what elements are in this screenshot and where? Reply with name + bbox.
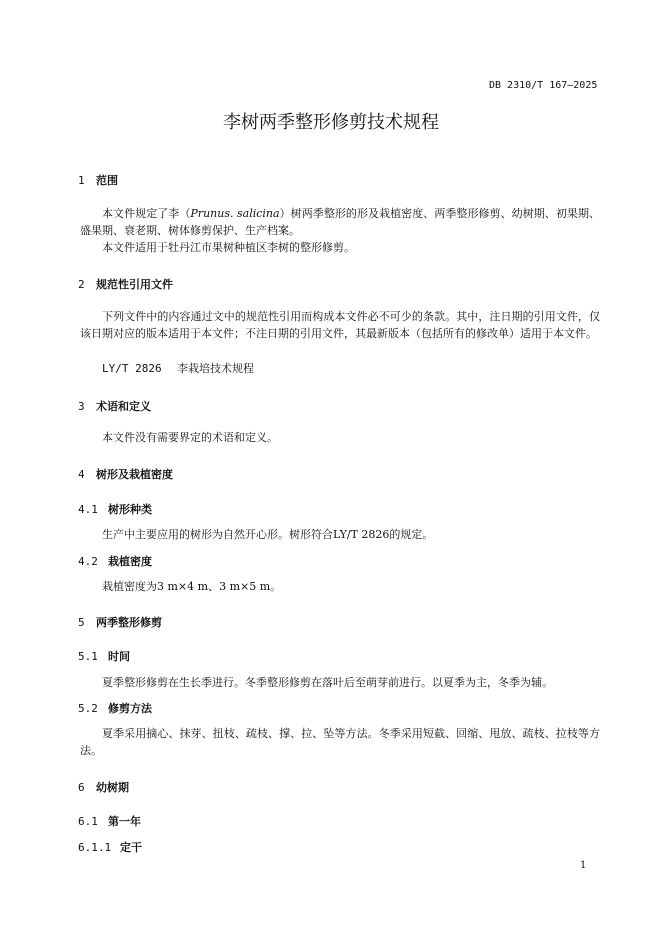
section-number: 5	[78, 616, 85, 629]
section-6-1-heading	[78, 813, 141, 829]
text: ）树两季整形的形及栽植密度、两季整形修剪、幼树期、初果期、盛果期、衰老期、树体修剪保护、生产档案。	[80, 207, 601, 237]
section-title: 树形种类	[108, 503, 152, 516]
section-6-heading	[78, 779, 129, 795]
section-title: 定干	[120, 841, 142, 854]
section-number: 6.1	[78, 815, 98, 828]
section-number: 6.1.1	[78, 841, 112, 854]
document-title: 李树两季整形修剪技术规程	[223, 112, 439, 133]
section-number: 5.2	[78, 702, 98, 715]
section-6-1-1-heading	[78, 839, 142, 855]
section-number: 4.2	[78, 555, 98, 568]
section-4-2-heading	[78, 553, 152, 569]
normative-reference	[102, 360, 254, 377]
section-title: 修剪方法	[108, 702, 152, 715]
section-1-paragraph-1	[80, 205, 600, 239]
section-5-heading	[78, 614, 162, 630]
latin-name: Prunus. salicina	[190, 207, 280, 220]
section-title: 范围	[96, 174, 118, 187]
section-number: 4.1	[78, 503, 98, 516]
section-4-1-paragraph-1: 生产中主要应用的树形为自然开心形。树形符合LY/T 2826的规定。	[102, 528, 434, 541]
section-number: 5.1	[78, 650, 98, 663]
section-1-paragraph-2: 本文件适用于牡丹江市果树种植区李树的整形修剪。	[102, 241, 355, 254]
reference-code: LY/T 2826	[102, 362, 162, 375]
section-title: 术语和定义	[96, 400, 151, 413]
section-title: 两季整形修剪	[96, 616, 162, 629]
section-title: 栽植密度	[108, 555, 152, 568]
section-number: 4	[78, 468, 85, 481]
page-number: 1	[580, 860, 587, 871]
section-3-paragraph-1: 本文件没有需要界定的术语和定义。	[102, 431, 278, 444]
section-5-1-paragraph-1: 夏季整形修剪在生长季进行。冬季整形修剪在落叶后至萌芽前进行。以夏季为主，冬季为辅。	[102, 676, 553, 689]
section-title: 第一年	[108, 815, 141, 828]
section-title: 树形及栽植密度	[96, 468, 173, 481]
section-4-heading	[78, 466, 173, 482]
section-5-2-heading	[78, 700, 152, 716]
section-1-heading	[78, 172, 118, 188]
section-number: 3	[78, 400, 85, 413]
section-4-1-heading	[78, 501, 152, 517]
section-5-1-heading	[78, 648, 130, 664]
section-number: 1	[78, 174, 85, 187]
document-code: DB 2310/T 167—2025	[489, 80, 598, 91]
section-title: 规范性引用文件	[96, 278, 173, 291]
text: 本文件规定了李（	[102, 207, 191, 220]
section-2-heading	[78, 276, 173, 292]
section-title: 幼树期	[96, 781, 129, 794]
section-5-2-paragraph-1: 夏季采用摘心、抹芽、扭枝、疏枝、撑、拉、坠等方法。冬季采用短截、回缩、甩放、疏枝、拉枝等方法。	[80, 727, 600, 757]
reference-title: 李栽培技术规程	[177, 362, 254, 375]
section-2-paragraph-1: 下列文件中的内容通过文中的规范性引用而构成本文件必不可少的条款。其中，注日期的引用文件，仅该日期对应的版本适用于本文件；不注日期的引用文件，其最新版本（包括所有的修改单）适用于本文件。	[80, 310, 600, 340]
section-3-heading	[78, 398, 151, 414]
section-number: 2	[78, 278, 85, 291]
section-title: 时间	[108, 650, 130, 663]
section-number: 6	[78, 781, 85, 794]
section-4-2-paragraph-1: 栽植密度为3 m×4 m、3 m×5 m。	[102, 580, 282, 593]
